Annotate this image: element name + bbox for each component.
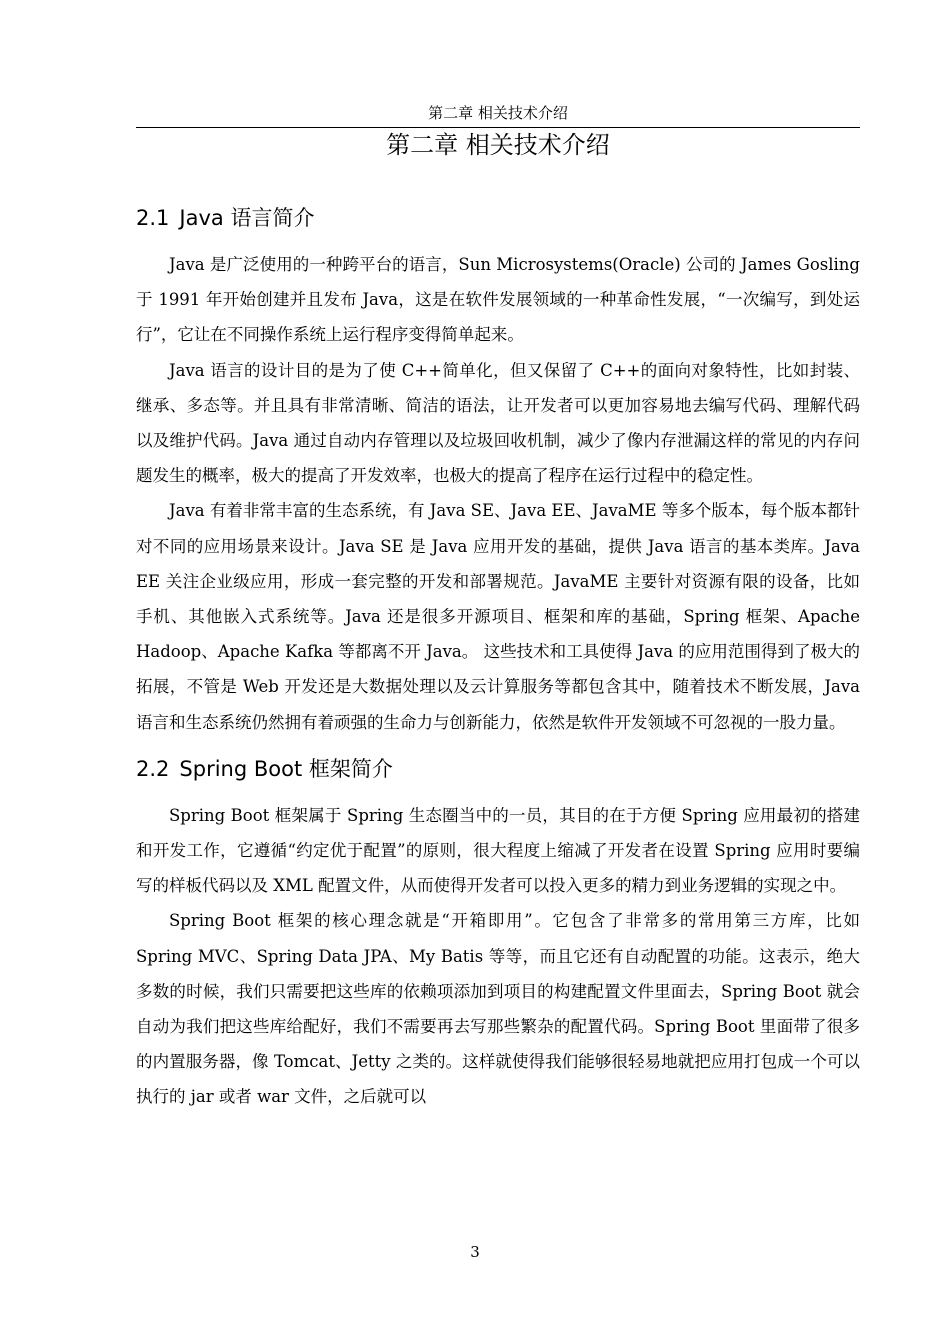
section-number: 2.1: [136, 206, 170, 230]
chapter-title: 第二章 相关技术介绍: [386, 131, 610, 159]
paragraph: Java 是广泛使用的一种跨平台的语言，Sun Microsystems(Oracle) 公司的 James Gosling 于 1991 年开始创建并且发布 Java，这是在软件发展领域的一种革命性发展，“一次编写，到处运行”，它让在不同操作系统上运行程序变得简单起来。: [136, 255, 860, 345]
paragraph: Java 语言的设计目的是为了使 C++简单化，但又保留了 C++的面向对象特性，比如封装、继承、多态等。并且具有非常清晰、简洁的语法，让开发者可以更加容易地去编写代码、理解代码以及维护代码。Java 通过自动内存管理以及垃圾回收机制，减少了像内存泄漏这样的常见的内存问题发生的概率，极大的提高了开发效率，也极大的提高了程序在运行过程中的稳定性。: [136, 360, 860, 486]
section-title-text: Spring Boot 框架简介: [179, 756, 393, 781]
section-title-text: Java 语言简介: [179, 206, 315, 230]
section-heading-2-1: [136, 199, 860, 237]
paragraph: Spring Boot 框架属于 Spring 生态圈当中的一员，其目的在于方便 Spring 应用最初的搭建和开发工作，它遵循“约定优于配置”的原则，很大程度上缩减了开发者在设置 Spring 应用时要编写的样板代码以及 XML 配置文件，从而使得开发者可以投入更多的精力到业务逻辑的实现之中。: [136, 805, 860, 896]
section-number: 2.2: [136, 756, 170, 781]
page-number: 3: [470, 1243, 480, 1261]
section-heading-2-2: [136, 750, 860, 788]
paragraph: Spring Boot 框架的核心理念就是“开箱即用”。它包含了非常多的常用第三方库，比如 Spring MVC、Spring Data JPA、My Batis 等等，而且它还有自动配置的功能。这表示，绝大多数的时候，我们只需要把这些库的依赖项添加到项目的构建配置文件里面去，Spring Boot 就会自动为我们把这些库给配好，我们不需要再去写那些繁杂的配置代码。Spring Boot 里面带了很多的内置服务器，像 Tomcat、Jetty 之类的。这样就使得我们能够很轻易地就把应用打包成一个可以执行的 jar 或者 war 文件，之后就可以: [136, 911, 860, 1107]
running-header: 第二章 相关技术介绍: [428, 104, 568, 122]
paragraph: Java 有着非常丰富的生态系统，有 Java SE、Java EE、JavaME 等多个版本，每个版本都针对不同的应用场景来设计。Java SE 是 Java 应用开发的基础，提供 Java 语言的基本类库。Java EE 关注企业级应用，形成一套完整的开发和部署规范。JavaME 主要针对资源有限的设备，比如手机、其他嵌入式系统等。Java 还是很多开源项目、框架和库的基础，Spring 框架、Apache Hadoop、Apache Kafka 等都离不开 Java。 这些技术和工具使得 Java 的应用范围得到了极大的拓展，不管是 Web 开发还是大数据处理以及云计算服务等都包含其中，随着技术不断发展，Java 语言和生态系统仍然拥有着顽强的生命力与创新能力，依然是软件开发领域不可忽视的一股力量。: [136, 501, 860, 732]
body-content: [136, 199, 860, 1115]
